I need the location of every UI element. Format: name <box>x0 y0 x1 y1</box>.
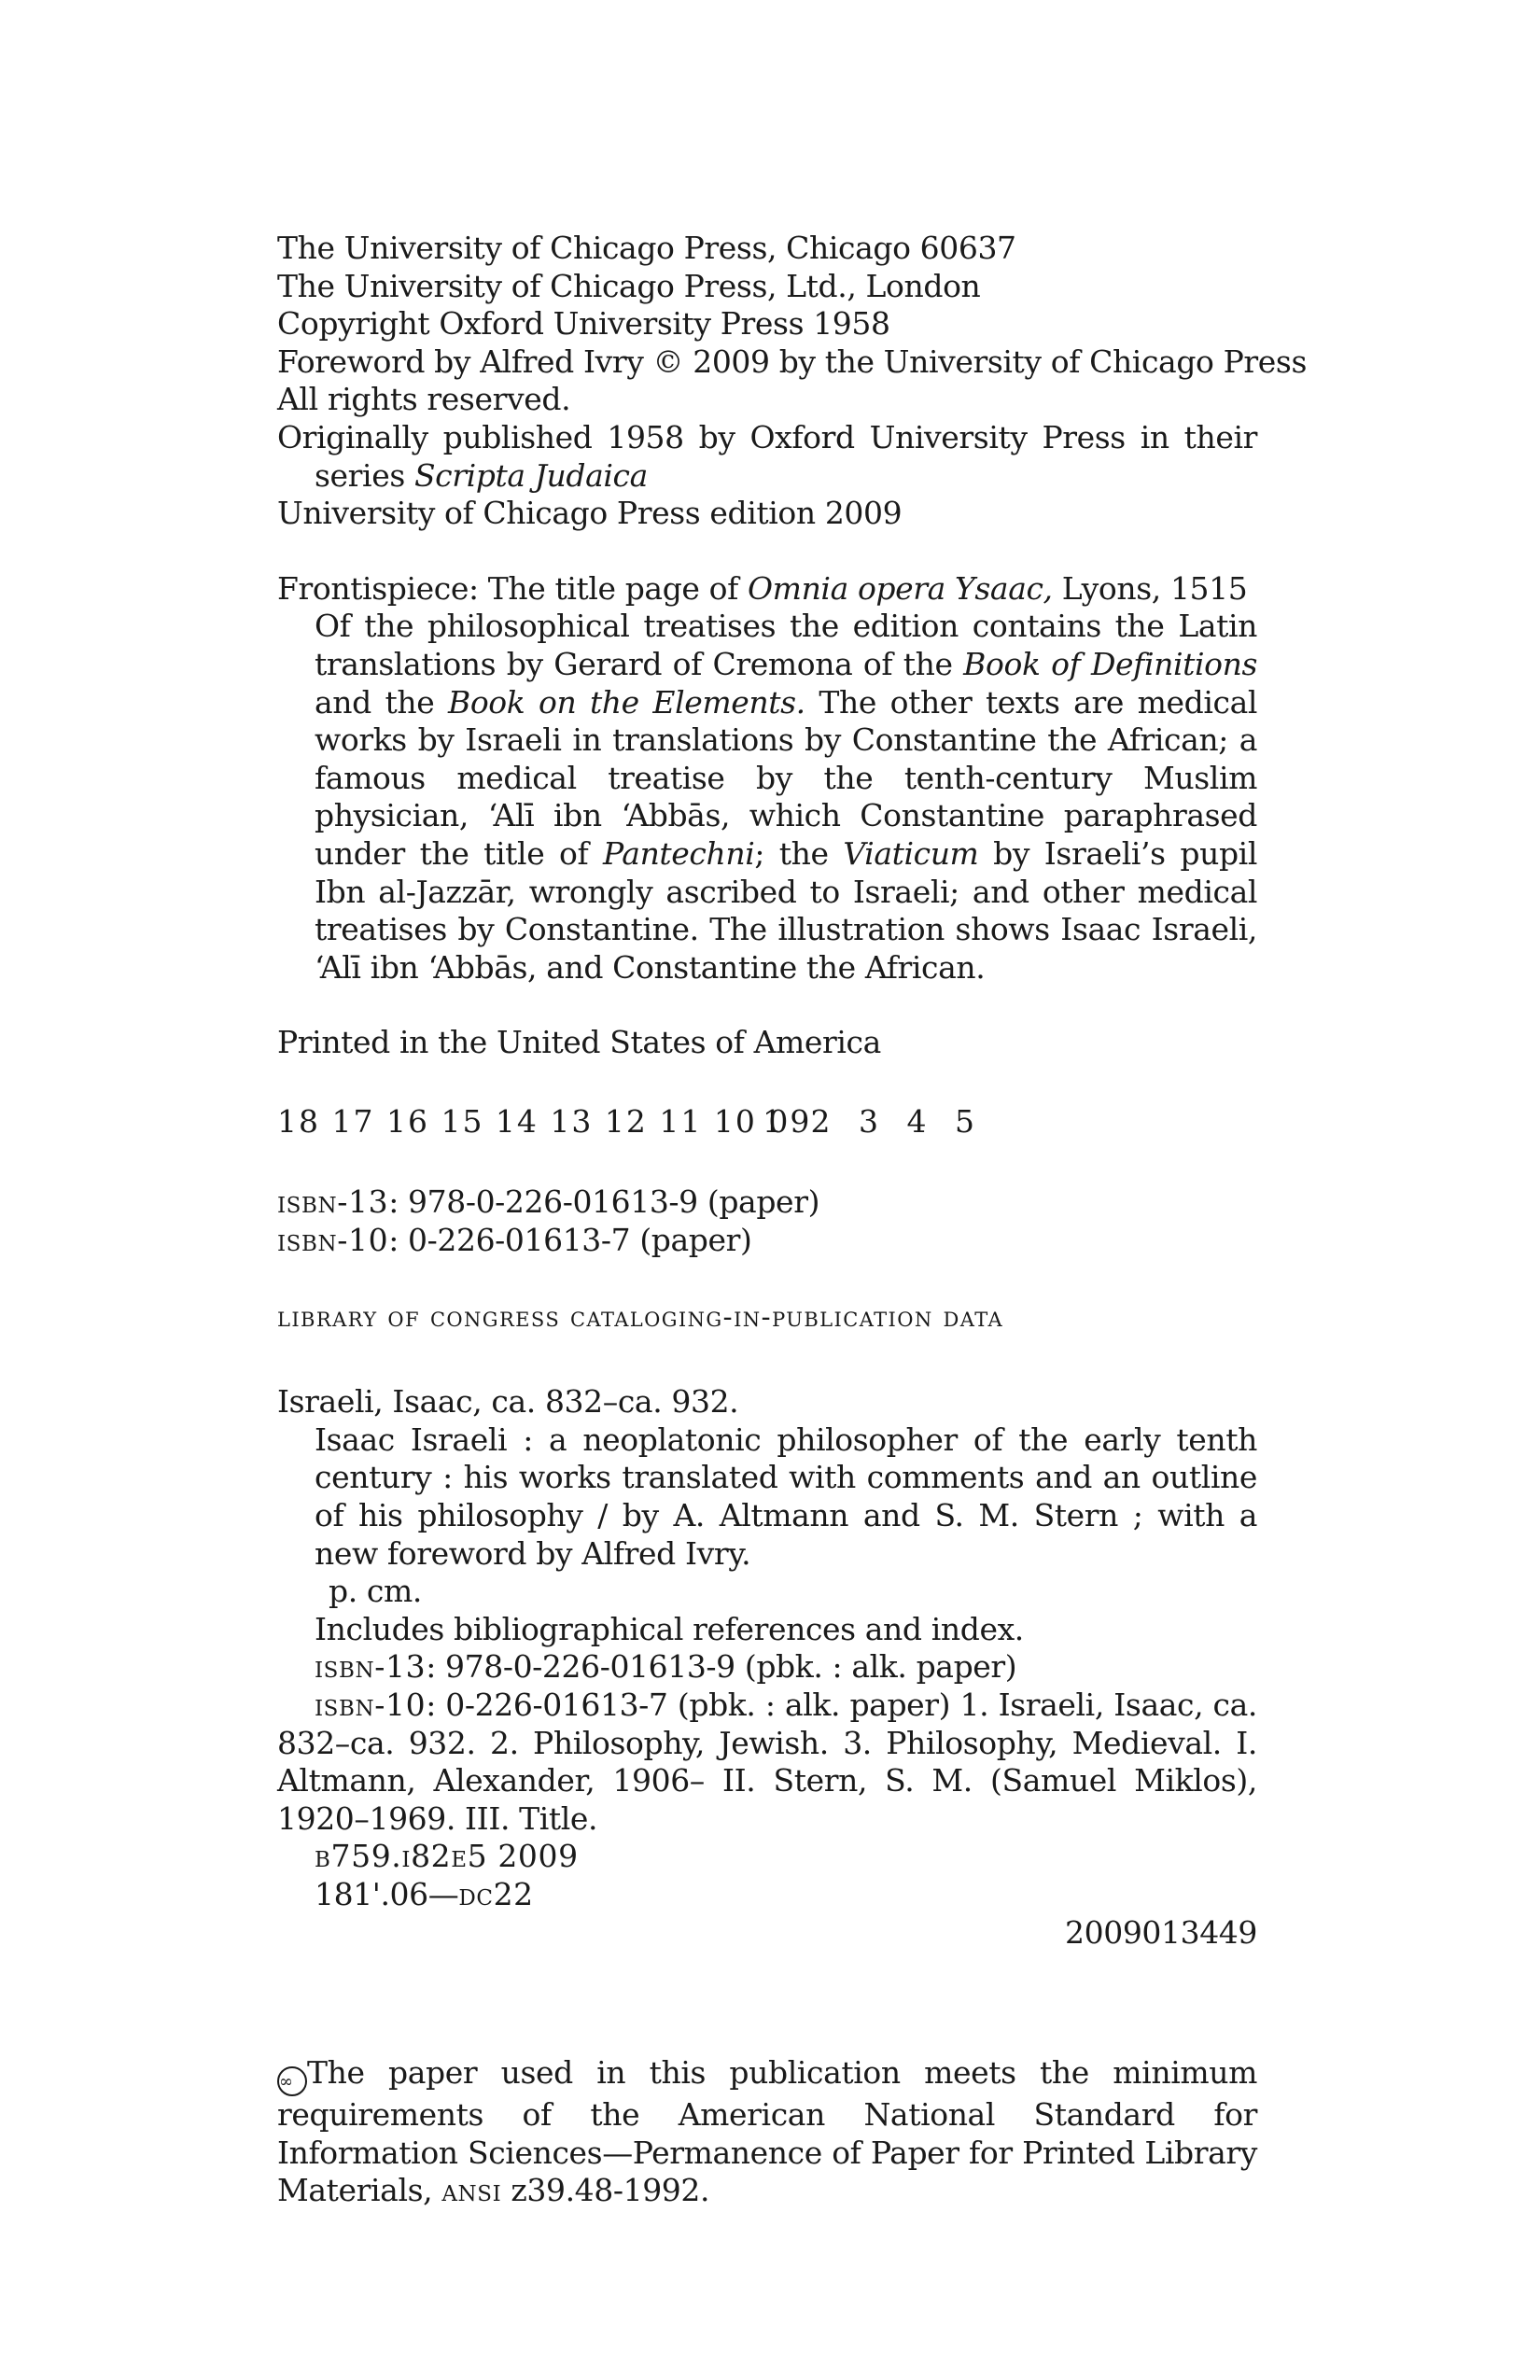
cip-isbn-13: isbn-13: 978-0-226-01613-9 (pbk. : alk. paper) <box>315 1648 1017 1686</box>
series-title: Scripta Judaica <box>413 456 648 494</box>
cip-includes: Includes bibliographical references and index. <box>315 1610 1024 1647</box>
cip-record <box>277 1383 1257 1952</box>
imprint-line: All rights reserved. <box>277 381 571 418</box>
impression-line <box>277 1103 1257 1141</box>
cip-isbn-10-subjects: isbn-10: 0-226-01613-7 (pbk. : alk. paper) 1. Israeli, Isaac, ca. 832–ca. 932. 2. Philosophy, Jewish. 3. Philosophy, Medieval. I. Altmann, Alexander, 1906– II. Stern, S. M. (Samuel Miklos), 1920–1969. III. Title. <box>277 1687 1257 1837</box>
cip-lccn: 2009013449 <box>1065 1913 1257 1951</box>
cip-author: Israeli, Isaac, ca. 832–ca. 932. <box>277 1383 739 1421</box>
frontispiece-description: Of the philosophical treatises the edition contains the Latin translations by Gerard of Cremona of the Book of Definitions and the Book on the Elements. The other texts are medical works by Israeli in translations by Constantine the African; a famous medical treatise by the tenth-century Muslim physician, ‘Alī ibn ‘Abbās, which Constantine paraphrased under the title of Pantechni; the Viaticum by Israeli’s pupil Ibn al-Jazzār, wrongly ascribed to Israeli; and other medical treatises by Constantine. The illustration shows Isaac Israeli, ‘Alī ibn ‘Abbās, and Constantine the African. <box>315 608 1257 986</box>
cip-heading: library of congress cataloging-in-publication data <box>277 1300 1004 1334</box>
imprint-block <box>277 230 1307 533</box>
copyright-page <box>277 230 1307 2210</box>
isbn-13: isbn-13: 978-0-226-01613-9 (paper) <box>277 1183 820 1221</box>
original-publication: Originally published 1958 by Oxford University Press in their series Scripta Judaica <box>277 418 1257 494</box>
imprint-line: The University of Chicago Press, Ltd., London <box>277 267 981 304</box>
isbn-block <box>277 1183 1257 1259</box>
impression-years: 18 17 16 15 14 13 12 11 10 09 <box>277 1102 812 1140</box>
isbn-10: isbn-10: 0-226-01613-7 (paper) <box>277 1222 752 1259</box>
imprint-line: The University of Chicago Press, Chicago 60637 <box>277 230 1016 266</box>
imprint-line: University of Chicago Press edition 2009 <box>277 495 903 532</box>
cip-dewey: 181'.06—dc22 <box>315 1875 534 1912</box>
printed-in: Printed in the United States of America <box>277 1024 881 1061</box>
infinity-icon: ∞ <box>277 2066 307 2096</box>
impression-numbers: 1 2 3 4 5 <box>763 1102 984 1140</box>
frontispiece-block <box>277 570 1257 987</box>
cip-pcm: p. cm. <box>329 1573 422 1610</box>
cip-call-number: b759.i82e5 2009 <box>315 1838 579 1875</box>
paper-notice: ∞ The paper used in this publication meets the minimum requirements of the American National Standard for Information Sciences—Permanence of Paper for Printed Library Materials, ansi z39.48-1992. <box>277 2054 1257 2209</box>
imprint-line: Copyright Oxford University Press 1958 <box>277 305 890 343</box>
frontispiece-caption: Frontispiece: The title page of Omnia opera Ysaac, Lyons, 1515 <box>277 569 1248 607</box>
imprint-line: Foreword by Alfred Ivry © 2009 by the University of Chicago Press <box>277 343 1307 380</box>
cip-title: Isaac Israeli : a neoplatonic philosopher of the early tenth century : his works translated with comments and an outline of his philosophy / by A. Altmann and S. M. Stern ; with a new foreword by Alfred Ivry. <box>315 1421 1257 1572</box>
